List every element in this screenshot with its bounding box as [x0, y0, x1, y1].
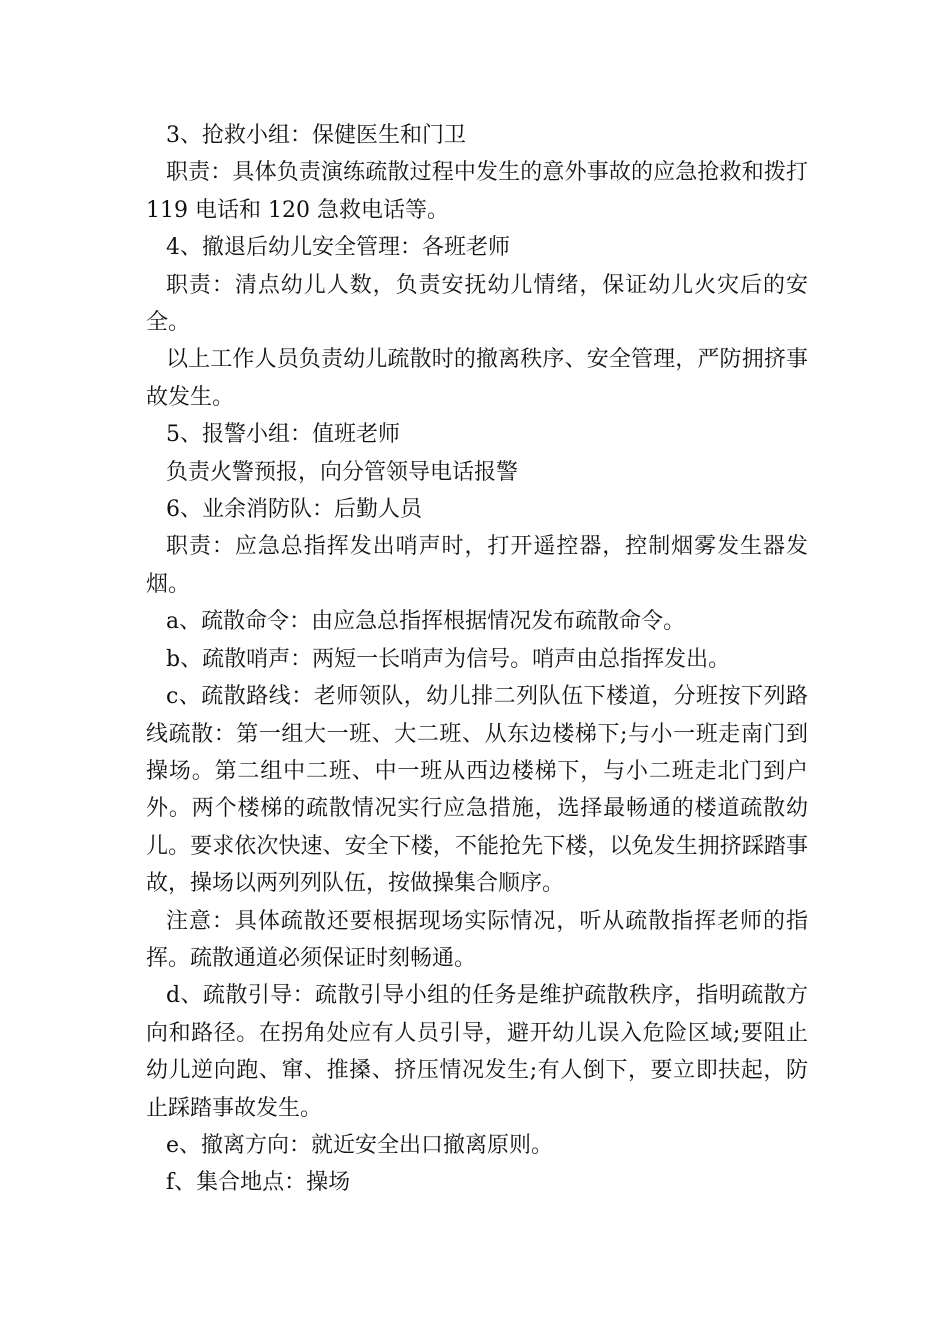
- document-body: [146, 117, 808, 1202]
- paragraph-attention-note: 注意：具体疏散还要根据现场实际情况，听从疏散指挥老师的指挥。疏散通道必须保证时刻畅通。: [146, 908, 808, 971]
- paragraph-fire-brigade: 6、业余消防队：后勤人员: [166, 497, 422, 523]
- paragraph-evacuation-order: a、疏散命令：由应急总指挥根据情况发布疏散命令。: [166, 609, 686, 635]
- paragraph-evacuation-whistle: b、疏散哨声：两短一长哨声为信号。哨声由总指挥发出。: [166, 646, 731, 672]
- paragraph-rescue-duties: 职责：具体负责演练疏散过程中发生的意外事故的应急抢救和拨打 119 电话和 120 急救电话等。: [146, 160, 808, 223]
- paragraph-evacuation-route: c、疏散路线：老师领队，幼儿排二列队伍下楼道，分班按下列路线疏散：第一组大一班、大二班、从东边楼梯下;与小一班走南门到操场。第二组中二班、中一班从西边楼梯下，与小二班走北门到户外。两个楼梯的疏散情况实行应急措施，选择最畅通的楼道疏散幼儿。要求依次快速、安全下楼，不能抢先下楼，以免发生拥挤踩踏事故，操场以两列列队伍，按做操集合顺序。: [146, 684, 808, 897]
- paragraph-alarm-duties: 负责火警预报，向分管领导电话报警: [166, 459, 519, 485]
- paragraph-staff-responsibility: 以上工作人员负责幼儿疏散时的撤离秩序、安全管理，严防拥挤事故发生。: [146, 347, 808, 410]
- paragraph-safety-duties: 职责：清点幼儿人数，负责安抚幼儿情绪，保证幼儿火灾后的安全。: [146, 272, 808, 336]
- paragraph-fire-brigade-duties: 职责：应急总指挥发出哨声时，打开遥控器，控制烟雾发生器发烟。: [146, 534, 808, 597]
- paragraph-assembly-point: f、集合地点：操场: [166, 1170, 351, 1196]
- paragraph-evacuation-guidance: d、疏散引导：疏散引导小组的任务是维护疏散秩序，指明疏散方向和路径。在拐角处应有人员引导，避开幼儿误入危险区域;要阻止幼儿逆向跑、窜、推搡、挤压情况发生;有人倒下，要立即扶起，防止踩踏事故发生。: [146, 983, 808, 1121]
- paragraph-alarm-team: 5、报警小组：值班老师: [166, 422, 400, 448]
- paragraph-evacuation-direction: e、撤离方向：就近安全出口撤离原则。: [166, 1132, 554, 1158]
- paragraph-rescue-team: 3、抢救小组：保健医生和门卫: [166, 123, 466, 148]
- paragraph-safety-management: 4、撤退后幼儿安全管理：各班老师: [166, 235, 510, 261]
